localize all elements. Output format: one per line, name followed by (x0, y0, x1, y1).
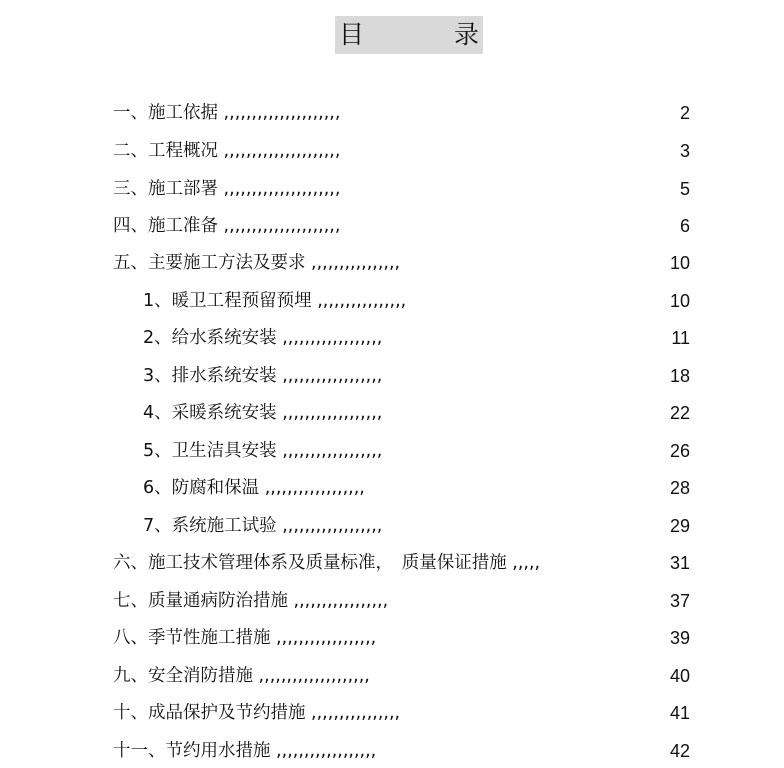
toc-entry-text: 五、主要施工方法及要求 ,,,,,,,,,,,,,,,, (113, 253, 401, 273)
toc-entry-text: 三、施工部署 ,,,,,,,,,,,,,,,,,,,,, (113, 179, 341, 199)
toc-entry[interactable] (0, 174, 784, 204)
toc-entry-page: 29 (669, 516, 690, 536)
toc-entry-text: 一、施工依据 ,,,,,,,,,,,,,,,,,,,,, (113, 103, 341, 123)
toc-entry-text: 7、系统施工试验 ,,,,,,,,,,,,,,,,,, (143, 516, 383, 536)
toc-entry-text: 四、施工准备 ,,,,,,,,,,,,,,,,,,,,, (113, 216, 341, 236)
toc-entry-text: 6、防腐和保温 ,,,,,,,,,,,,,,,,,, (143, 478, 365, 498)
toc-entry[interactable] (0, 136, 784, 166)
toc-entry-page: 5 (679, 179, 690, 199)
toc-entry[interactable] (0, 586, 784, 616)
toc-entry-page: 3 (679, 141, 690, 161)
toc-entry-text: 八、季节性施工措施 ,,,,,,,,,,,,,,,,,, (113, 628, 377, 648)
toc-subentry[interactable] (0, 436, 784, 466)
toc-entry-text: 七、质量通病防治措施 ,,,,,,,,,,,,,,,,, (113, 591, 389, 611)
toc-entry-text: 九、安全消防措施 ,,,,,,,,,,,,,,,,,,,, (113, 666, 370, 686)
toc-entry-text: 2、给水系统安装 ,,,,,,,,,,,,,,,,,, (143, 328, 383, 348)
toc-entry[interactable] (0, 698, 784, 728)
toc-entry[interactable] (0, 736, 784, 766)
toc-entry-page: 6 (679, 216, 690, 236)
toc-entry-page: 10 (669, 291, 690, 311)
toc-entry-page: 31 (669, 553, 690, 573)
toc-entry-text: 5、卫生洁具安装 ,,,,,,,,,,,,,,,,,, (143, 441, 383, 461)
toc-entry-page: 11 (671, 328, 690, 348)
toc-entry-page: 26 (669, 441, 690, 461)
toc-entry-page: 22 (669, 403, 690, 423)
toc-entry-text: 1、暖卫工程预留预埋 ,,,,,,,,,,,,,,,, (143, 291, 407, 311)
toc-subentry[interactable] (0, 286, 784, 316)
toc-entry-text: 十一、节约用水措施 ,,,,,,,,,,,,,,,,,, (113, 741, 377, 761)
toc-entry-page: 2 (679, 103, 690, 123)
toc-entry-page: 10 (669, 253, 690, 273)
toc-entry-text: 十、成品保护及节约措施 ,,,,,,,,,,,,,,,, (113, 703, 401, 723)
toc-entry[interactable] (0, 661, 784, 691)
toc-subentry[interactable] (0, 398, 784, 428)
toc-entry[interactable] (0, 623, 784, 653)
toc-entry[interactable] (0, 248, 784, 278)
toc-entry-page: 41 (669, 703, 690, 723)
toc-entry-text: 六、施工技术管理体系及质量标准， 质量保证措施 ,,,,, (113, 553, 541, 573)
title-char-2: 录 (453, 20, 479, 49)
toc-entry-page: 42 (669, 741, 690, 761)
page-title (335, 16, 483, 54)
toc-entry-text: 4、采暖系统安装 ,,,,,,,,,,,,,,,,,, (143, 403, 383, 423)
toc-subentry[interactable] (0, 361, 784, 391)
toc-entry[interactable] (0, 211, 784, 241)
toc-entry-text: 二、工程概况 ,,,,,,,,,,,,,,,,,,,,, (113, 141, 341, 161)
toc-entry[interactable] (0, 98, 784, 128)
toc-entry[interactable] (0, 548, 784, 578)
toc-subentry[interactable] (0, 511, 784, 541)
toc-entry-page: 39 (669, 628, 690, 648)
toc-entry-page: 37 (669, 591, 690, 611)
toc-subentry[interactable] (0, 323, 784, 353)
toc-entry-text: 3、排水系统安装 ,,,,,,,,,,,,,,,,,, (143, 366, 383, 386)
toc-entry-page: 40 (669, 666, 690, 686)
toc-entry-page: 18 (669, 366, 690, 386)
toc-entry-page: 28 (669, 478, 690, 498)
title-char-1: 目 (339, 20, 365, 49)
toc-subentry[interactable] (0, 473, 784, 503)
